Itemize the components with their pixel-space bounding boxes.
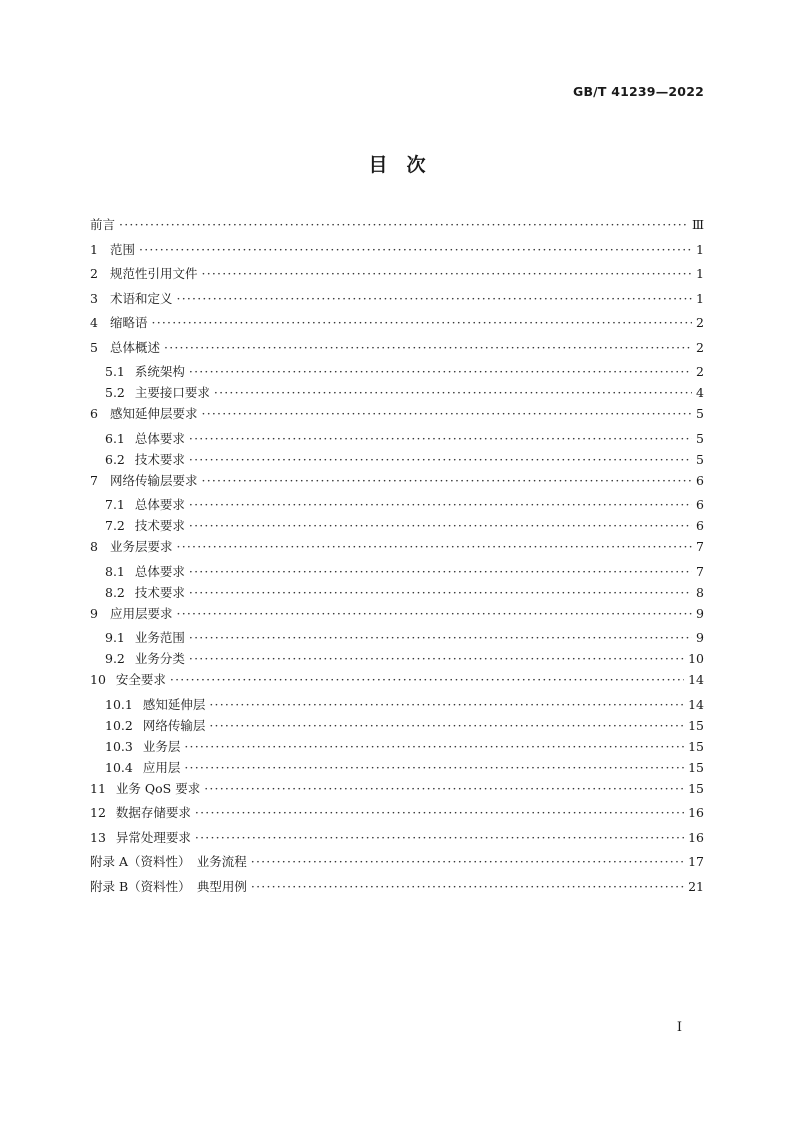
toc-entry-page: 15: [688, 717, 704, 733]
toc-dot-leader: [209, 718, 684, 733]
toc-entry-label: 技术要求: [134, 518, 185, 533]
toc-dot-leader: [251, 854, 684, 869]
toc-entry-label: 总体要求: [134, 430, 185, 446]
toc-entry-number: 13: [90, 829, 106, 845]
toc-entry[interactable]: [90, 737, 704, 758]
toc-entry-number: 6.2: [105, 451, 125, 467]
toc-entry-number: 10.3: [105, 738, 133, 754]
toc-entry[interactable]: [90, 383, 704, 404]
toc-entry-number: 7: [90, 472, 98, 488]
toc-entry-number: 3: [90, 290, 98, 306]
toc-entry[interactable]: [90, 877, 704, 902]
toc-entry-number: 5.1: [105, 364, 125, 379]
toc-entry-label: 网络传输层要求: [110, 472, 198, 488]
toc-entry-label: 术语和定义: [110, 290, 173, 306]
toc-dot-leader: [177, 606, 692, 621]
toc-dot-leader: [189, 452, 692, 467]
toc-entry-page: 15: [688, 738, 704, 754]
toc-entry[interactable]: [90, 471, 704, 496]
toc-entry[interactable]: [90, 450, 704, 471]
toc-entry[interactable]: [90, 240, 704, 265]
toc-entry[interactable]: [90, 495, 704, 516]
toc-entry-label: 网络传输层: [142, 717, 206, 733]
toc-dot-leader: [202, 266, 692, 281]
toc-entry[interactable]: [90, 264, 704, 289]
toc-entry[interactable]: [90, 516, 704, 537]
toc-entry-page: 7: [696, 563, 704, 579]
toc-entry[interactable]: [90, 716, 704, 737]
toc-entry-number: 8.2: [105, 584, 125, 600]
toc-entry-page: 5: [696, 406, 704, 421]
toc-entry-label: 感知延伸层: [142, 696, 206, 712]
toc-entry-label: 感知延伸层要求: [110, 406, 198, 421]
toc-entry-page: 16: [688, 829, 704, 845]
toc-entry-number: 4: [90, 315, 98, 330]
toc-entry-number: 7.1: [105, 497, 125, 512]
toc-entry[interactable]: [90, 828, 704, 853]
toc-dot-leader: [204, 781, 684, 796]
toc-entry[interactable]: [90, 670, 704, 695]
toc-entry-label: 范围: [110, 241, 136, 257]
toc-entry-number: 10.4: [105, 759, 133, 775]
toc-entry[interactable]: [90, 604, 704, 629]
toc-dot-leader: [189, 497, 692, 512]
toc-dot-leader: [189, 651, 684, 666]
toc-entry-label: 缩略语: [110, 315, 148, 330]
toc-dot-leader: [189, 564, 692, 579]
toc-entry-number: 10: [90, 672, 106, 687]
toc-entry-number: 10.2: [105, 717, 133, 733]
toc-dot-leader: [214, 385, 692, 400]
toc-dot-leader: [184, 739, 684, 754]
toc-entry-page: 6: [696, 497, 704, 512]
toc-entry-page: 15: [688, 780, 704, 796]
toc-entry-label: 业务层要求: [110, 539, 173, 554]
toc-entry-page: 9: [696, 605, 704, 621]
toc-entry-label: 总体概述: [110, 339, 161, 355]
toc-entry-label: 主要接口要求: [134, 385, 210, 400]
toc-entry-label: 应用层要求: [110, 605, 173, 621]
toc-entry-page: 8: [696, 584, 704, 600]
toc-entry[interactable]: [90, 429, 704, 450]
toc-dot-leader: [139, 242, 692, 257]
toc-entry-page: 2: [696, 339, 704, 355]
toc-entry-label: 前言: [90, 217, 116, 232]
toc-entry-number: 5.2: [105, 385, 125, 400]
toc-dot-leader: [164, 340, 692, 355]
toc-dot-leader: [202, 473, 692, 488]
toc-entry[interactable]: [90, 803, 704, 828]
toc-entry-page: 1: [696, 241, 704, 257]
toc-entry-page: 21: [688, 878, 704, 894]
toc-entry-page: 15: [688, 759, 704, 775]
toc-entry-label: 系统架构: [134, 364, 185, 379]
toc-entry-label: 安全要求: [115, 672, 166, 687]
table-of-contents: [90, 215, 704, 901]
toc-entry-page: 4: [696, 385, 704, 400]
toc-entry[interactable]: [90, 362, 704, 383]
toc-entry[interactable]: [90, 313, 704, 338]
toc-entry-number: 1: [90, 241, 98, 257]
toc-dot-leader: [177, 291, 692, 306]
toc-entry-label: 异常处理要求: [115, 829, 191, 845]
toc-entry[interactable]: [90, 758, 704, 779]
toc-entry-page: 7: [696, 539, 704, 554]
toc-entry-page: 9: [696, 630, 704, 645]
toc-entry-label: 附录 A（资料性） 业务流程: [90, 854, 247, 869]
toc-dot-leader: [251, 879, 684, 894]
toc-entry-label: 总体要求: [134, 563, 185, 579]
toc-dot-leader: [189, 585, 692, 600]
toc-entry-page: 14: [688, 672, 704, 687]
toc-entry-number: 6: [90, 406, 98, 421]
toc-entry-number: 8: [90, 539, 98, 554]
toc-entry[interactable]: [90, 215, 704, 240]
toc-entry-number: 11: [90, 780, 106, 796]
toc-dot-leader: [152, 315, 692, 330]
toc-entry-number: 5: [90, 339, 98, 355]
toc-entry-number: 10.1: [105, 696, 133, 712]
toc-entry-page: 16: [688, 805, 704, 820]
page-number: I: [676, 1020, 682, 1035]
toc-entry-page: 17: [688, 854, 704, 869]
toc-entry[interactable]: [90, 338, 704, 363]
toc-entry-page: 2: [696, 315, 704, 330]
toc-entry-number: 12: [90, 805, 106, 820]
toc-entry-page: 14: [688, 696, 704, 712]
toc-entry-page: Ⅲ: [691, 217, 704, 232]
toc-entry-page: 5: [696, 430, 704, 446]
toc-entry-page: 10: [688, 651, 704, 666]
toc-dot-leader: [170, 672, 684, 687]
toc-entry-label: 业务范围: [134, 630, 185, 645]
toc-entry-number: 6.1: [105, 430, 125, 446]
toc-entry-page: 1: [696, 266, 704, 281]
toc-entry[interactable]: [90, 562, 704, 583]
toc-entry[interactable]: [90, 537, 704, 562]
toc-entry-label: 技术要求: [134, 584, 185, 600]
toc-entry[interactable]: [90, 779, 704, 804]
toc-entry-label: 应用层: [142, 759, 181, 775]
toc-entry-label: 业务分类: [134, 651, 185, 666]
toc-dot-leader: [189, 431, 692, 446]
toc-entry[interactable]: [90, 289, 704, 314]
toc-entry[interactable]: [90, 649, 704, 670]
toc-entry-label: 数据存储要求: [115, 805, 191, 820]
toc-entry-label: 技术要求: [134, 451, 185, 467]
toc-entry-number: 9: [90, 605, 98, 621]
toc-dot-leader: [195, 830, 684, 845]
toc-dot-leader: [209, 697, 684, 712]
toc-dot-leader: [189, 518, 692, 533]
toc-entry-page: 6: [696, 518, 704, 533]
toc-entry-number: 8.1: [105, 563, 125, 579]
toc-dot-leader: [189, 630, 692, 645]
document-code: GB/T 41239—2022: [572, 84, 704, 99]
toc-dot-leader: [119, 217, 688, 232]
toc-entry-label: 规范性引用文件: [110, 266, 198, 281]
toc-dot-leader: [177, 539, 692, 554]
toc-entry-label: 业务 QoS 要求: [115, 780, 201, 796]
toc-entry-page: 1: [696, 290, 704, 306]
toc-title: 目 次: [368, 154, 426, 176]
toc-entry-page: 5: [696, 451, 704, 467]
toc-dot-leader: [184, 760, 684, 775]
toc-entry-number: 9.1: [105, 630, 125, 645]
toc-entry[interactable]: [90, 628, 704, 649]
toc-entry-label: 业务层: [142, 738, 181, 754]
toc-dot-leader: [195, 805, 684, 820]
toc-entry[interactable]: [90, 583, 704, 604]
toc-dot-leader: [189, 364, 692, 379]
toc-entry-label: 附录 B（资料性） 典型用例: [90, 878, 247, 894]
toc-entry-number: 2: [90, 266, 98, 281]
toc-entry-number: 9.2: [105, 651, 125, 666]
toc-entry-page: 2: [696, 364, 704, 379]
toc-dot-leader: [202, 406, 692, 421]
toc-entry[interactable]: [90, 404, 704, 429]
toc-entry[interactable]: [90, 852, 704, 877]
toc-entry-number: 7.2: [105, 518, 125, 533]
toc-entry-page: 6: [696, 472, 704, 488]
toc-entry[interactable]: [90, 695, 704, 716]
toc-entry-label: 总体要求: [134, 497, 185, 512]
